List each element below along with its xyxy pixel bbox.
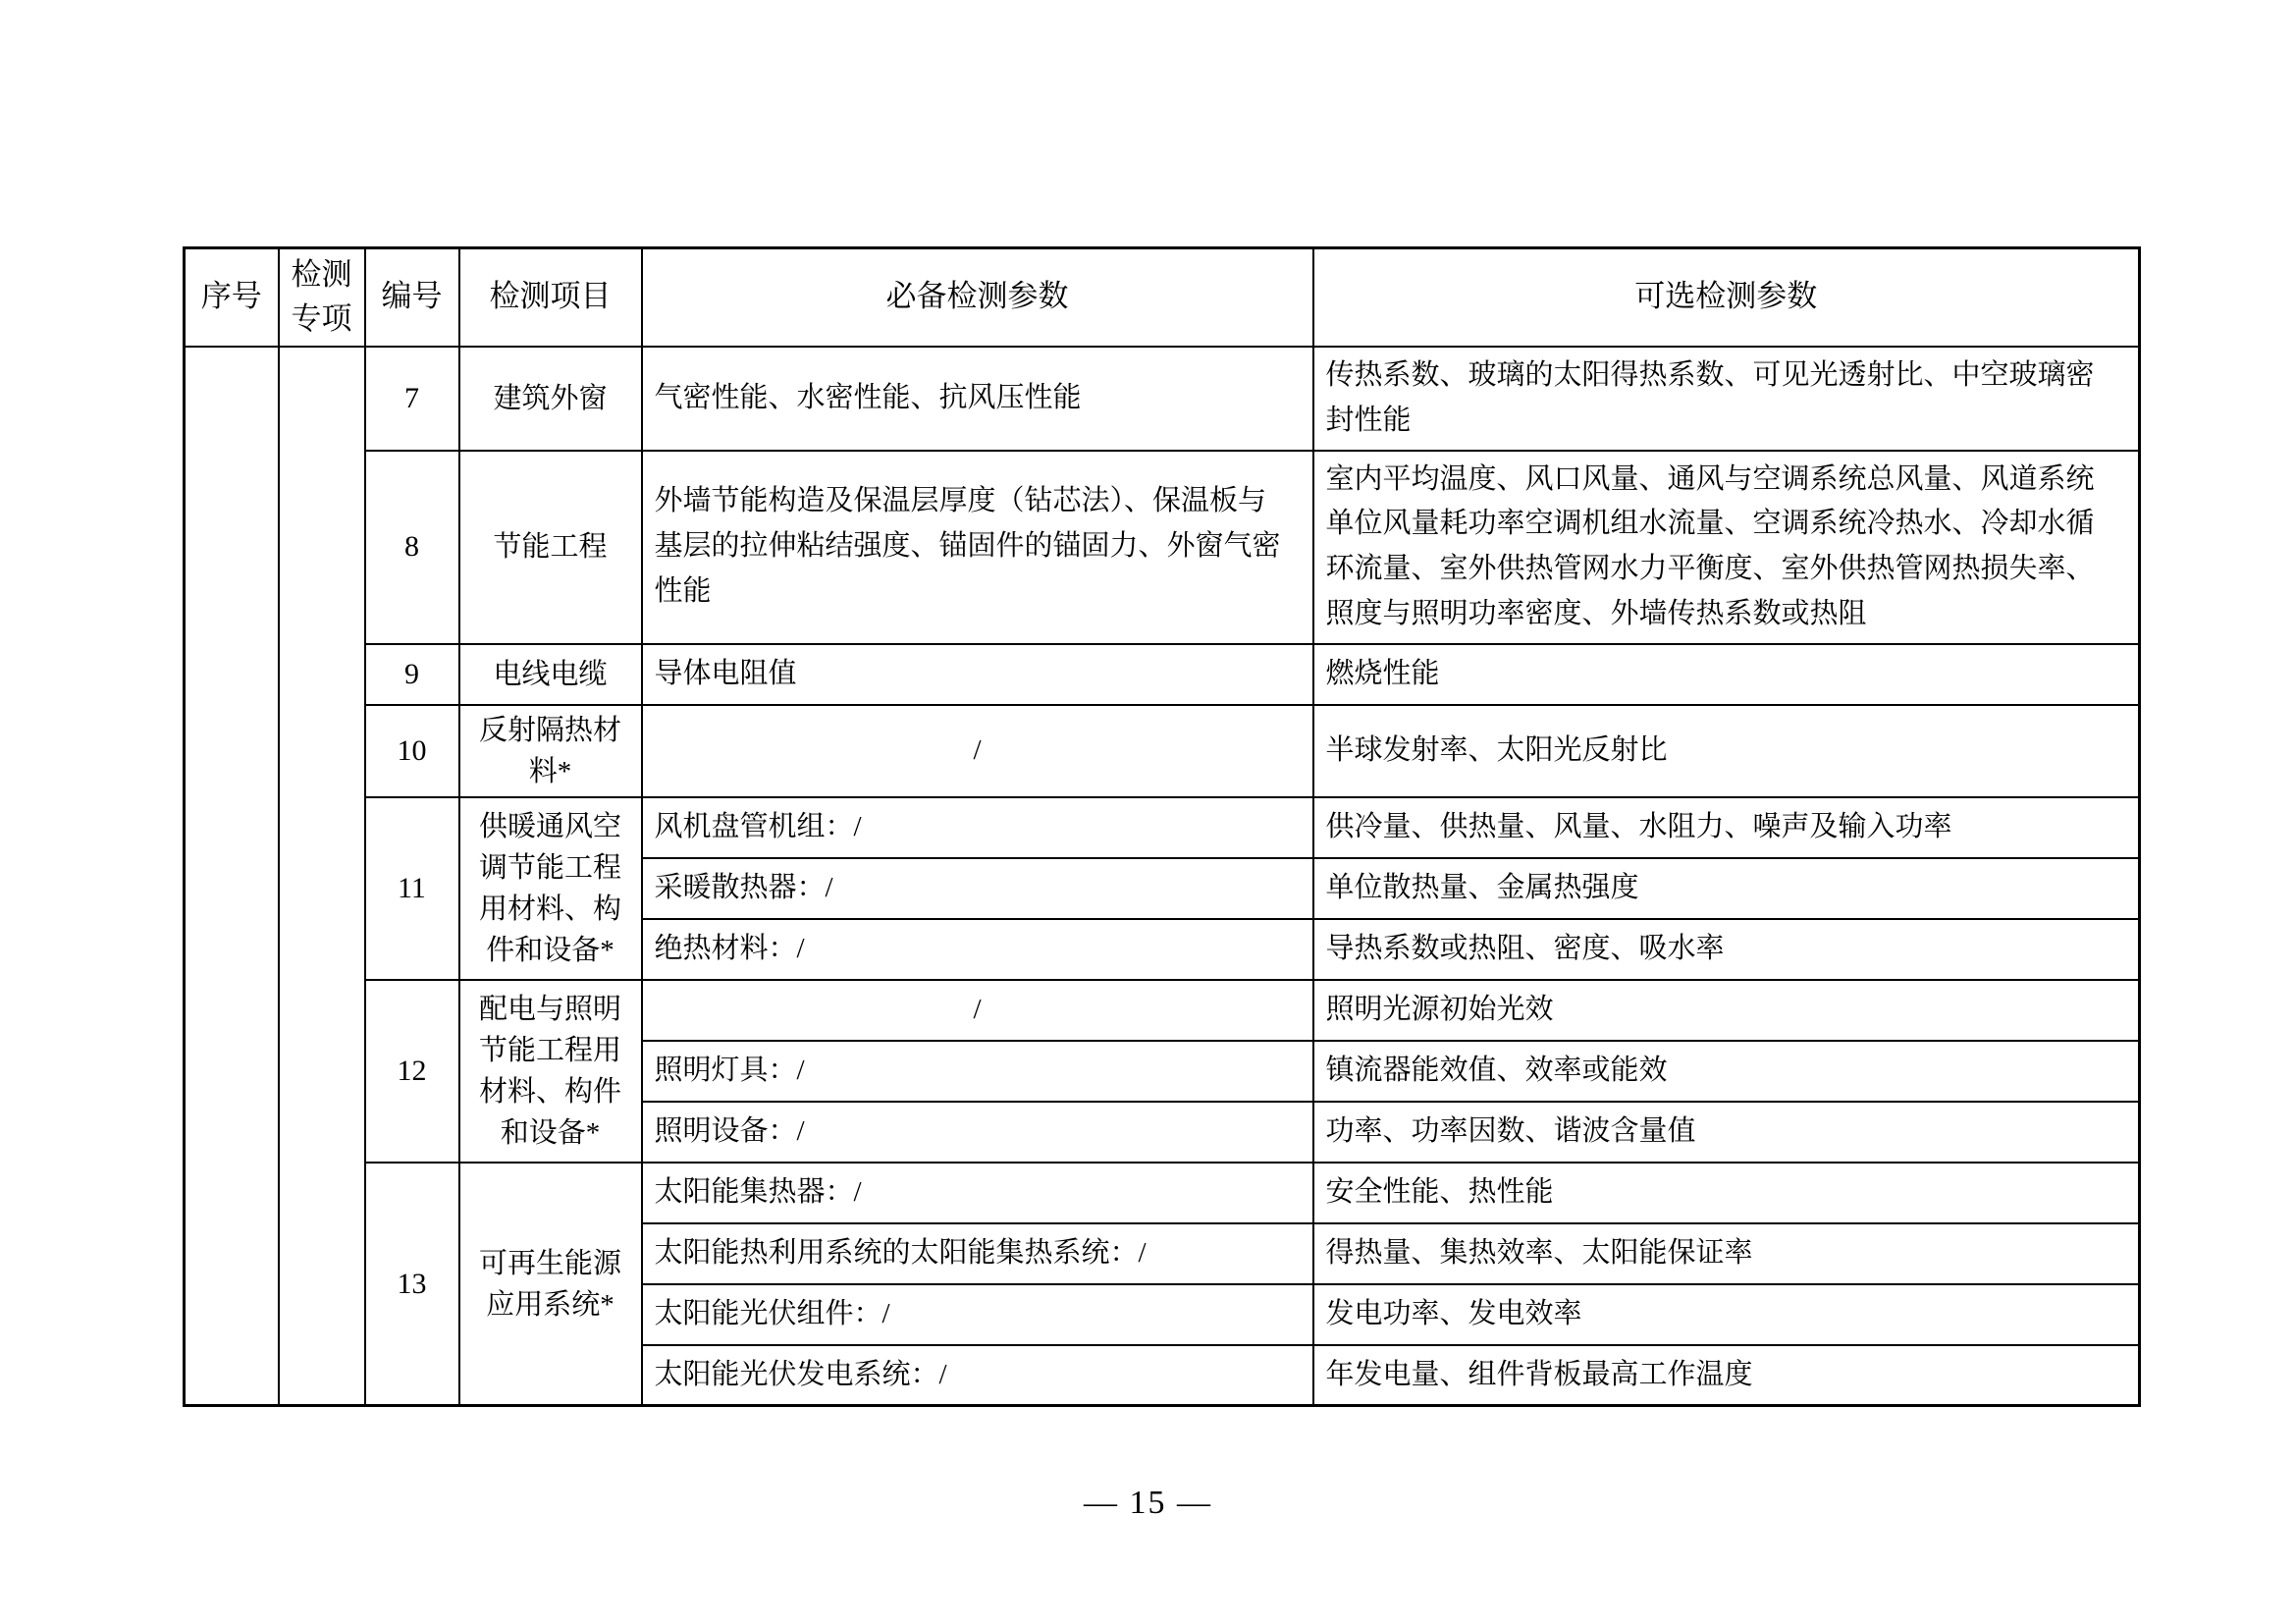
- cell-optional-13c: 发电功率、发电效率: [1313, 1284, 2140, 1345]
- cell-required-11c: 绝热材料：/: [642, 919, 1313, 980]
- cell-number-10: 10: [365, 705, 459, 797]
- cell-number-11: 11: [365, 797, 459, 980]
- cell-required-12b: 照明灯具：/: [642, 1041, 1313, 1102]
- cell-item-11: 供暖通风空调节能工程用材料、构件和设备*: [459, 797, 642, 980]
- cell-required-13d: 太阳能光伏发电系统：/: [642, 1345, 1313, 1406]
- table-row: [185, 451, 2140, 644]
- cell-item-9: 电线电缆: [459, 644, 642, 705]
- header-number: 编号: [365, 248, 459, 347]
- cell-item-10: 反射隔热材料*: [459, 705, 642, 797]
- page-number: — 15 —: [1084, 1485, 1212, 1521]
- cell-item-8: 节能工程: [459, 451, 642, 644]
- table-row: [185, 347, 2140, 451]
- cell-number-7: 7: [365, 347, 459, 451]
- cell-number-8: 8: [365, 451, 459, 644]
- inspection-parameters-table: [183, 246, 2141, 1407]
- table-row: [185, 644, 2140, 705]
- cell-optional-11c: 导热系数或热阻、密度、吸水率: [1313, 919, 2140, 980]
- cell-required-11b: 采暖散热器：/: [642, 858, 1313, 919]
- cell-number-9: 9: [365, 644, 459, 705]
- header-special: 检测专项: [279, 248, 365, 347]
- table-row: [185, 705, 2140, 797]
- cell-required-13c: 太阳能光伏组件：/: [642, 1284, 1313, 1345]
- table-row: [185, 797, 2140, 858]
- special-body-cell: [279, 347, 365, 1406]
- cell-required-10: /: [642, 705, 1313, 797]
- cell-required-9: 导体电阻值: [642, 644, 1313, 705]
- header-serial: 序号: [185, 248, 279, 347]
- table-row: [185, 980, 2140, 1041]
- cell-optional-10: 半球发射率、太阳光反射比: [1313, 705, 2140, 797]
- header-optional: 可选检测参数: [1313, 248, 2140, 347]
- cell-optional-7: 传热系数、玻璃的太阳得热系数、可见光透射比、中空玻璃密封性能: [1313, 347, 2140, 451]
- cell-required-7: 气密性能、水密性能、抗风压性能: [642, 347, 1313, 451]
- cell-optional-11a: 供冷量、供热量、风量、水阻力、噪声及输入功率: [1313, 797, 2140, 858]
- cell-optional-12a: 照明光源初始光效: [1313, 980, 2140, 1041]
- cell-item-12: 配电与照明节能工程用材料、构件和设备*: [459, 980, 642, 1163]
- cell-optional-11b: 单位散热量、金属热强度: [1313, 858, 2140, 919]
- cell-optional-13d: 年发电量、组件背板最高工作温度: [1313, 1345, 2140, 1406]
- cell-optional-9: 燃烧性能: [1313, 644, 2140, 705]
- cell-required-13a: 太阳能集热器：/: [642, 1163, 1313, 1223]
- cell-number-12: 12: [365, 980, 459, 1163]
- cell-required-11a: 风机盘管机组：/: [642, 797, 1313, 858]
- cell-optional-12c: 功率、功率因数、谐波含量值: [1313, 1102, 2140, 1163]
- cell-item-13: 可再生能源应用系统*: [459, 1163, 642, 1406]
- cell-optional-13b: 得热量、集热效率、太阳能保证率: [1313, 1223, 2140, 1284]
- cell-optional-12b: 镇流器能效值、效率或能效: [1313, 1041, 2140, 1102]
- cell-number-13: 13: [365, 1163, 459, 1406]
- cell-item-7: 建筑外窗: [459, 347, 642, 451]
- cell-optional-8: 室内平均温度、风口风量、通风与空调系统总风量、风道系统单位风量耗功率空调机组水流量、空调系统冷热水、冷却水循环流量、室外供热管网水力平衡度、室外供热管网热损失率、照度与照明功率密度、外墙传热系数或热阻: [1313, 451, 2140, 644]
- cell-required-12a: /: [642, 980, 1313, 1041]
- cell-required-8: 外墙节能构造及保温层厚度（钻芯法）、保温板与基层的拉伸粘结强度、锚固件的锚固力、外窗气密性能: [642, 451, 1313, 644]
- table-row: [185, 1163, 2140, 1223]
- header-required: 必备检测参数: [642, 248, 1313, 347]
- header-item: 检测项目: [459, 248, 642, 347]
- cell-optional-13a: 安全性能、热性能: [1313, 1163, 2140, 1223]
- serial-body-cell: [185, 347, 279, 1406]
- cell-required-12c: 照明设备：/: [642, 1102, 1313, 1163]
- table-header-row: [185, 248, 2140, 347]
- cell-required-13b: 太阳能热利用系统的太阳能集热系统：/: [642, 1223, 1313, 1284]
